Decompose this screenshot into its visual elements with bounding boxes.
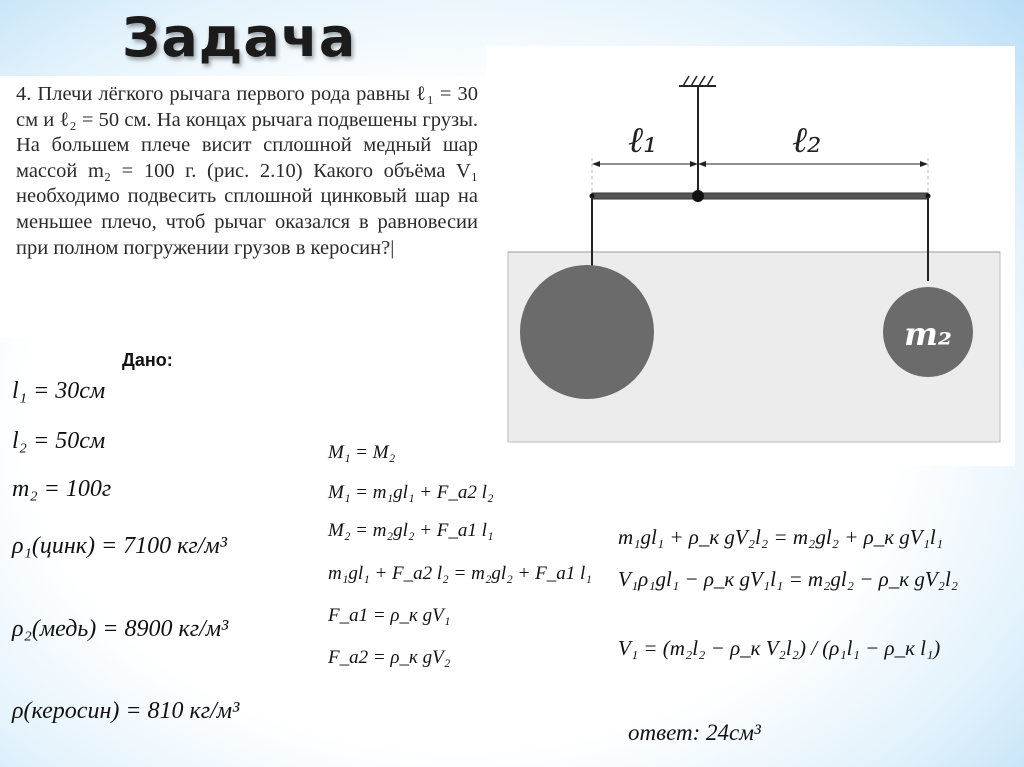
slide-title: Задача [122, 6, 357, 69]
equation-5: F_a1 = ρ_к gV₁ [328, 605, 451, 626]
equation-3: M₂ = m₂gl₂ + F_a1 l₁ [328, 520, 494, 541]
answer: ответ: 24см³ [628, 720, 761, 745]
given-rho-kerosene: ρ(керосин) = 810 кг/м³ [12, 698, 240, 724]
given-rho-copper: ρ₂(медь) = 8900 кг/м³ [12, 616, 229, 642]
solution-formula: V₁ = (m₂l₂ − ρ_к V₂l₂) / (ρ₁l₁ − ρ_к l₁) [618, 636, 941, 660]
given-m2: m₂ = 100г [12, 476, 112, 502]
pivot-point [692, 190, 704, 202]
label-l2: ℓ₂ [792, 120, 822, 161]
label-l1: ℓ₁ [628, 120, 658, 161]
given-l2: l₂ = 50см [12, 428, 106, 454]
label-m2: m₂ [904, 315, 952, 353]
ceiling-hatch [683, 76, 713, 86]
equation-4: m₁gl₁ + F_a2 l₂ = m₂gl₂ + F_a1 l₁ [328, 563, 592, 584]
equation-6: F_a2 = ρ_к gV₂ [328, 647, 451, 668]
lever-figure [486, 46, 1015, 466]
equation-1: M₁ = M₂ [328, 442, 396, 463]
solution-step-2: V₁ρ₁gl₁ − ρ_к gV₁l₁ = m₂gl₂ − ρ_к gV₂l₂ [618, 567, 959, 591]
problem-statement [0, 76, 486, 338]
solution-step-1: m₁gl₁ + ρ_к gV₂l₂ = m₂gl₂ + ρ_к gV₁l₁ [618, 525, 944, 549]
problem-text: 4. Плечи лёгкого рычага первого рода равны ℓ₁ = 30 см и ℓ₂ = 50 см. На концах рычага подвешены грузы. На большем плече висит сплошной медный шар массой m₂ = 100 г. (рис. 2.10) Какого объёма V₁ необходимо подвесить сплошной цинковый шар на меньшее плечо, чтоб рычаг оказался в равновесии при полном погружении грузов в керосин?| [16, 83, 478, 259]
given-rho-zinc: ρ₁(цинк) = 7100 кг/м³ [12, 533, 227, 559]
lever-diagram [486, 46, 1015, 466]
given-label: Дано: [122, 350, 173, 370]
lever-bar [592, 193, 928, 199]
zinc-ball [520, 265, 654, 399]
equation-2: M₁ = m₁gl₁ + F_a2 l₂ [328, 482, 494, 503]
given-l1: l₁ = 30см [12, 378, 106, 404]
